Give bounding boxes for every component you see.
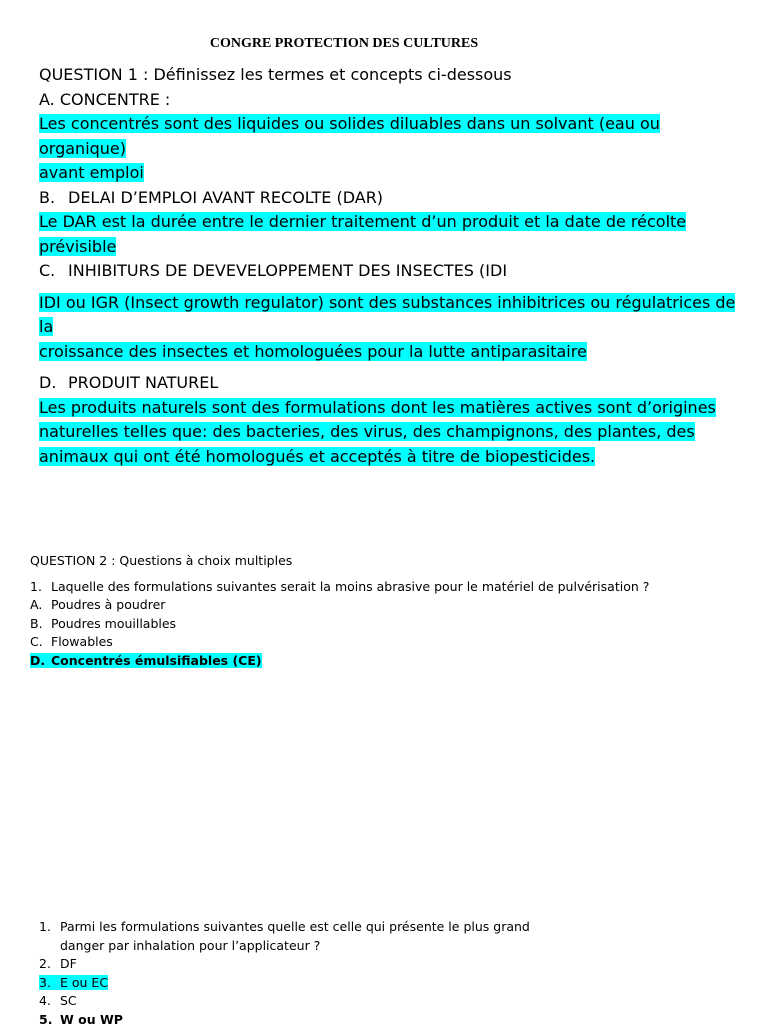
question-3-text-line-1: Parmi les formulations suivantes quelle est celle qui présente le plus grand xyxy=(60,919,530,934)
term-d-label-row xyxy=(39,371,739,396)
q3-option-ec-text: E ou EC xyxy=(60,975,108,990)
option-b-text: Poudres mouillables xyxy=(51,616,176,631)
question-3-section xyxy=(39,918,539,1029)
q3-option-df-number: 2. xyxy=(39,955,60,974)
term-a-label: A. CONCENTRE : xyxy=(39,88,739,113)
question-2-heading: QUESTION 2 : Questions à choix multiples xyxy=(30,552,730,571)
term-c-label-row xyxy=(39,259,739,284)
question-2-text: Laquelle des formulations suivantes serait la moins abrasive pour le matériel de pulvérisation ? xyxy=(51,579,649,594)
question-2-number: 1. xyxy=(30,578,51,597)
option-d-text: Concentrés émulsifiables (CE) xyxy=(51,653,262,668)
q3-option-ec-number: 3. xyxy=(39,974,60,993)
option-c-letter: C. xyxy=(30,633,51,652)
term-d-answer-line-3: animaux qui ont été homologués et acceptés à titre de biopesticides. xyxy=(39,447,595,466)
q3-option-sc-number: 4. xyxy=(39,992,60,1011)
q3-option-ec-correct xyxy=(39,974,539,993)
option-a-letter: A. xyxy=(30,596,51,615)
question-1-heading: QUESTION 1 : Définissez les termes et concepts ci-dessous xyxy=(39,63,739,88)
q3-option-sc xyxy=(39,992,539,1011)
option-b xyxy=(30,615,730,634)
term-d-answer-line-2: naturelles telles que: des bacteries, des virus, des champignons, des plantes, des xyxy=(39,422,695,441)
question-2-section xyxy=(30,552,730,670)
term-b-answer-line-1: Le DAR est la durée entre le dernier traitement d’un produit et la date de récolte xyxy=(39,212,686,231)
term-d-label: PRODUIT NATUREL xyxy=(68,373,218,392)
q3-option-ec-highlight xyxy=(39,975,108,990)
question-3-item xyxy=(39,918,539,937)
document-title: CONGRE PROTECTION DES CULTURES xyxy=(0,36,688,52)
option-d-correct xyxy=(30,652,730,671)
q3-option-sc-text: SC xyxy=(60,993,77,1008)
option-c-text: Flowables xyxy=(51,634,113,649)
q3-option-wp-number: 5. xyxy=(39,1011,60,1029)
term-b-answer-line-2: prévisible xyxy=(39,237,116,256)
term-b-label-row xyxy=(39,186,739,211)
option-d-letter: D. xyxy=(30,653,51,668)
term-b-letter: B. xyxy=(39,186,68,211)
option-a-text: Poudres à poudrer xyxy=(51,597,165,612)
option-c xyxy=(30,633,730,652)
q3-option-df-text: DF xyxy=(60,956,77,971)
option-a xyxy=(30,596,730,615)
term-c-letter: C. xyxy=(39,259,68,284)
term-c-answer-line-2: croissance des insectes et homologuées pour la lutte antiparasitaire xyxy=(39,342,587,361)
term-a-answer-line-1: Les concentrés sont des liquides ou solides diluables dans un solvant (eau ou organique) xyxy=(39,114,660,158)
question-3-text-line-2: danger par inhalation pour l’applicateur ? xyxy=(39,937,539,956)
question-2-item xyxy=(30,578,730,597)
q3-option-df xyxy=(39,955,539,974)
option-b-letter: B. xyxy=(30,615,51,634)
term-a-answer-line-2: avant emploi xyxy=(39,163,144,182)
term-c-answer-line-1: IDI ou IGR (Insect growth regulator) sont des substances inhibitrices ou régulatrices de la xyxy=(39,293,735,337)
q3-option-wp xyxy=(39,1011,539,1029)
question-1-section xyxy=(39,63,739,469)
question-3-number: 1. xyxy=(39,918,60,937)
term-c-label: INHIBITURS DE DEVEVELOPPEMENT DES INSECTES (IDI xyxy=(68,261,507,280)
term-d-letter: D. xyxy=(39,371,68,396)
term-d-answer-line-1: Les produits naturels sont des formulations dont les matières actives sont d’origines xyxy=(39,398,716,417)
term-b-label: DELAI D’EMPLOI AVANT RECOLTE (DAR) xyxy=(68,188,383,207)
q3-option-wp-text: W ou WP xyxy=(60,1012,123,1027)
